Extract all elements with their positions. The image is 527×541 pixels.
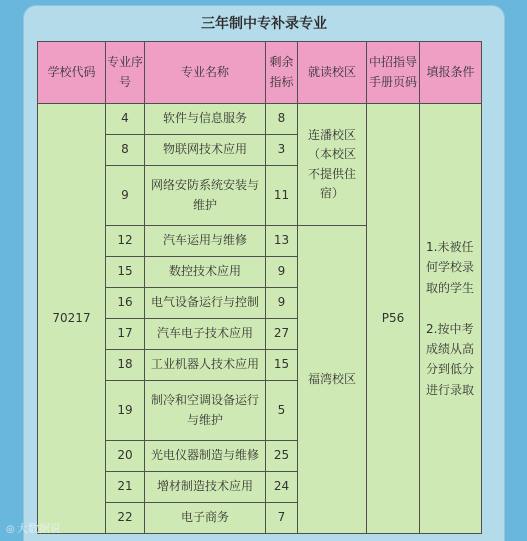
remaining-quota-cell: 11 bbox=[266, 166, 298, 226]
header-remaining: 剩余指标 bbox=[266, 42, 298, 104]
header-condition: 填报条件 bbox=[420, 42, 482, 104]
remaining-quota-cell: 27 bbox=[266, 319, 298, 350]
major-name-cell: 汽车运用与维修 bbox=[145, 226, 266, 257]
remaining-quota-cell: 5 bbox=[266, 381, 298, 441]
header-major-seq: 专业序号 bbox=[106, 42, 145, 104]
table-row bbox=[38, 104, 482, 135]
major-seq-cell: 15 bbox=[106, 257, 145, 288]
campus-fuwan-cell: 福湾校区 bbox=[298, 226, 367, 534]
major-name-cell: 增材制造技术应用 bbox=[145, 472, 266, 503]
remaining-quota-cell: 9 bbox=[266, 257, 298, 288]
major-seq-cell: 12 bbox=[106, 226, 145, 257]
major-seq-cell: 18 bbox=[106, 350, 145, 381]
major-seq-cell: 17 bbox=[106, 319, 145, 350]
major-seq-cell: 4 bbox=[106, 104, 145, 135]
header-school-code: 学校代码 bbox=[38, 42, 106, 104]
major-name-cell: 电子商务 bbox=[145, 503, 266, 534]
school-code-cell: 70217 bbox=[38, 104, 106, 534]
remaining-quota-cell: 25 bbox=[266, 441, 298, 472]
major-seq-cell: 9 bbox=[106, 166, 145, 226]
major-name-cell: 软件与信息服务 bbox=[145, 104, 266, 135]
header-campus: 就读校区 bbox=[298, 42, 367, 104]
major-name-cell: 制冷和空调设备运行与维护 bbox=[145, 381, 266, 441]
remaining-quota-cell: 8 bbox=[266, 104, 298, 135]
major-seq-cell: 22 bbox=[106, 503, 145, 534]
remaining-quota-cell: 13 bbox=[266, 226, 298, 257]
watermark: ◎ 大数据说 bbox=[6, 522, 61, 535]
major-seq-cell: 19 bbox=[106, 381, 145, 441]
header-major-name: 专业名称 bbox=[145, 42, 266, 104]
remaining-quota-cell: 3 bbox=[266, 135, 298, 166]
major-name-cell: 工业机器人技术应用 bbox=[145, 350, 266, 381]
major-seq-cell: 16 bbox=[106, 288, 145, 319]
header-page: 中招指导手册页码 bbox=[367, 42, 420, 104]
major-name-cell: 网络安防系统安装与维护 bbox=[145, 166, 266, 226]
major-name-cell: 汽车电子技术应用 bbox=[145, 319, 266, 350]
major-name-cell: 物联网技术应用 bbox=[145, 135, 266, 166]
remaining-quota-cell: 7 bbox=[266, 503, 298, 534]
major-name-cell: 光电仪器制造与维修 bbox=[145, 441, 266, 472]
enrollment-table bbox=[37, 41, 482, 534]
major-seq-cell: 21 bbox=[106, 472, 145, 503]
remaining-quota-cell: 15 bbox=[266, 350, 298, 381]
logo-icon: ◎ bbox=[6, 524, 15, 535]
major-name-cell: 数控技术应用 bbox=[145, 257, 266, 288]
remaining-quota-cell: 9 bbox=[266, 288, 298, 319]
major-seq-cell: 20 bbox=[106, 441, 145, 472]
guide-page-cell: P56 bbox=[367, 104, 420, 534]
condition-cell: 1.未被任何学校录取的学生 2.按中考成绩从高分到低分进行录取 bbox=[420, 104, 482, 534]
remaining-quota-cell: 24 bbox=[266, 472, 298, 503]
campus-lianpan-cell: 连潘校区（本校区不提供住宿） bbox=[298, 104, 367, 226]
major-name-cell: 电气设备运行与控制 bbox=[145, 288, 266, 319]
major-seq-cell: 8 bbox=[106, 135, 145, 166]
page-title: 三年制中专补录专业 bbox=[201, 16, 327, 32]
table-body bbox=[38, 104, 482, 534]
